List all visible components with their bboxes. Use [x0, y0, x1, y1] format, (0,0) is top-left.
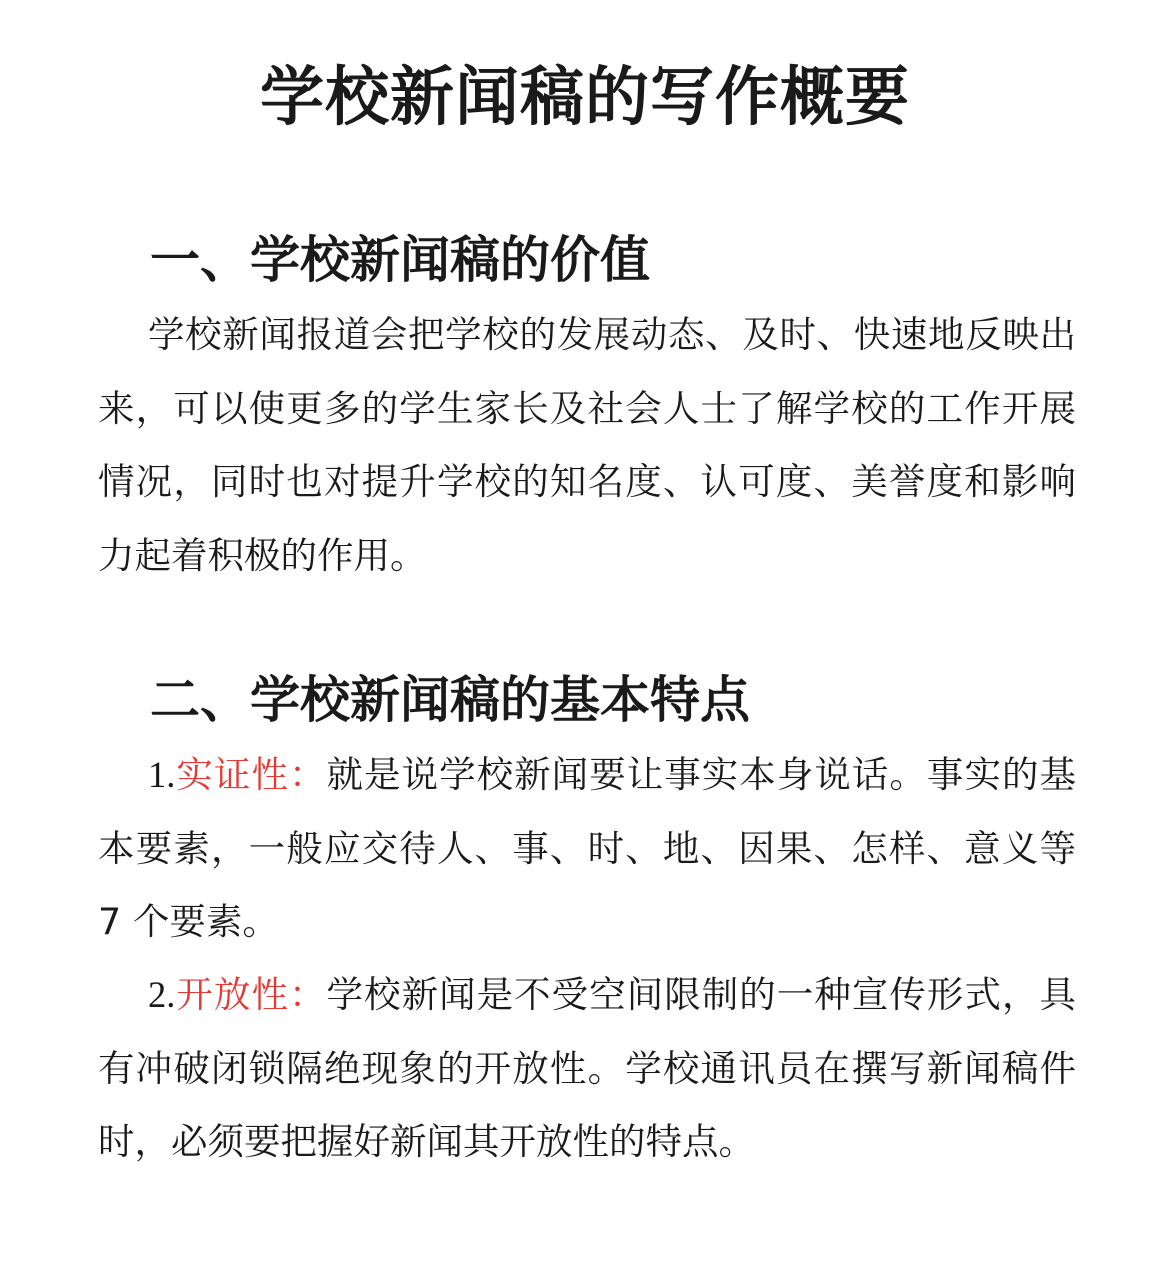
feature-text: 学校新闻是不受空间限制的一种宣传形式，具有冲破闭锁隔绝现象的开放性。学校通讯员在撰写新闻稿件时，必须要把握好新闻其开放性的特点。	[98, 973, 1077, 1163]
feature-text: 就是说学校新闻要让事实本身说话。事实的基本要素，一般应交待人、事、时、地、因果、怎样、意义等 7 个要素。	[98, 753, 1077, 943]
feature-point-2	[98, 958, 1076, 1179]
section-value-paragraph: 学校新闻报道会把学校的发展动态、及时、快速地反映出来，可以使更多的学生家长及社会人士了解学校的工作开展情况，同时也对提升学校的知名度、认可度、美誉度和影响力起着积极的作用。	[98, 313, 1076, 577]
feature-point-1	[98, 738, 1076, 959]
section-heading-value: 一、学校新闻稿的价值	[150, 231, 650, 289]
feature-number: 1.	[148, 754, 176, 795]
feature-number: 2.	[148, 974, 176, 1015]
feature-term: 开放性：	[175, 973, 327, 1016]
feature-term: 实证性：	[175, 753, 327, 796]
section-heading-features: 二、学校新闻稿的基本特点	[150, 671, 750, 729]
page-title: 学校新闻稿的写作概要	[260, 61, 910, 135]
